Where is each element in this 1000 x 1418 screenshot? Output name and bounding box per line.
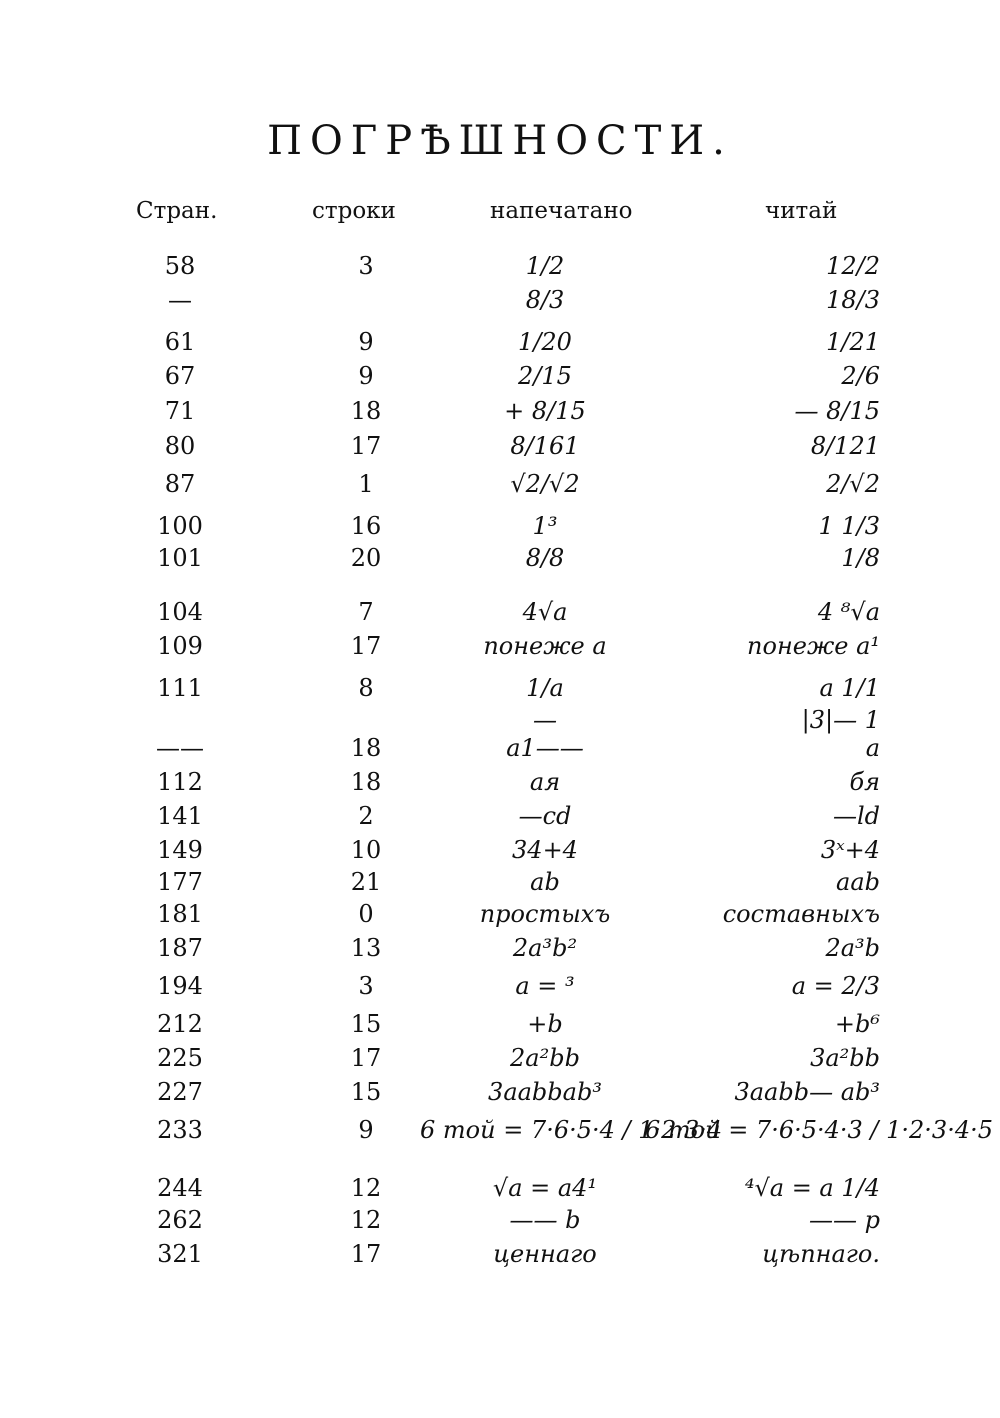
page-number: 104	[157, 598, 203, 626]
printed-text: √2/√2	[510, 470, 580, 498]
corrected-text: понеже a¹	[747, 632, 880, 660]
line-number: 8	[358, 674, 374, 702]
errata-row	[0, 360, 1000, 392]
errata-row	[0, 1042, 1000, 1074]
errata-row	[0, 898, 1000, 930]
printed-text: 2/15	[518, 362, 572, 390]
corrected-text: —ld	[832, 802, 880, 830]
page-number: 149	[157, 836, 203, 864]
corrected-text: цѣпнаго.	[762, 1240, 880, 1268]
header-page: Стран.	[136, 198, 218, 224]
corrected-text: 8/121	[810, 432, 880, 460]
corrected-text: 12/2	[826, 252, 880, 280]
printed-text: 1³	[532, 512, 558, 540]
printed-text: √a = a4¹	[492, 1174, 598, 1202]
printed-text: —— b	[509, 1206, 581, 1234]
printed-text: ценнаго	[493, 1240, 597, 1268]
errata-row	[0, 430, 1000, 462]
errata-row	[0, 1172, 1000, 1204]
corrected-text: 3a²bb	[810, 1044, 880, 1072]
page-title: ПОГРѢШНОСТИ.	[267, 118, 733, 164]
errata-row	[0, 1204, 1000, 1236]
errata-row	[0, 1076, 1000, 1108]
corrected-text: составныхъ	[722, 900, 880, 928]
line-number: 3	[358, 972, 374, 1000]
line-number: 12	[350, 1206, 382, 1234]
page-number: 141	[157, 802, 203, 830]
printed-text: a1——	[506, 734, 584, 762]
page-number: 225	[157, 1044, 203, 1072]
page-number: 187	[157, 934, 203, 962]
page-number: 109	[157, 632, 203, 660]
line-number: 7	[358, 598, 374, 626]
corrected-text: 2/√2	[826, 470, 880, 498]
line-number: 18	[350, 768, 382, 796]
corrected-text: бя	[849, 768, 880, 796]
errata-row	[0, 732, 1000, 764]
page-number: 71	[164, 397, 196, 425]
line-number: 2	[358, 802, 374, 830]
errata-row	[0, 800, 1000, 832]
printed-text: 2a³b²	[512, 934, 578, 962]
line-number: 12	[350, 1174, 382, 1202]
line-number: 18	[350, 397, 382, 425]
page-number: 212	[157, 1010, 203, 1038]
line-number: 20	[350, 544, 382, 572]
corrected-text: —— p	[809, 1206, 880, 1234]
printed-text: +b	[527, 1010, 563, 1038]
corrected-text: 3aabb— ab³	[734, 1078, 880, 1106]
printed-text: 1/2	[525, 252, 565, 280]
page-number: 262	[157, 1206, 203, 1234]
errata-row	[0, 326, 1000, 358]
line-number: 15	[350, 1010, 382, 1038]
errata-row	[0, 468, 1000, 500]
page-number: 80	[164, 432, 196, 460]
printed-text: 4√a	[522, 598, 568, 626]
page-number: 87	[164, 470, 196, 498]
errata-row	[0, 596, 1000, 628]
errata-row	[0, 250, 1000, 282]
corrected-text: 3ˣ+4	[820, 836, 880, 864]
printed-text: 6 той = 7·6·5·4 / 1·2·3·4	[420, 1116, 723, 1144]
line-number: 10	[350, 836, 382, 864]
line-number: 9	[358, 362, 374, 390]
line-number: 17	[350, 1240, 382, 1268]
line-number: 15	[350, 1078, 382, 1106]
printed-text: + 8/15	[504, 397, 586, 425]
line-number: 17	[350, 432, 382, 460]
line-number: 17	[350, 1044, 382, 1072]
line-number: 9	[358, 328, 374, 356]
page-number: 111	[157, 674, 203, 702]
corrected-text: — 8/15	[794, 397, 880, 425]
page-number: 321	[157, 1240, 203, 1268]
line-number: 0	[358, 900, 374, 928]
errata-row	[0, 1114, 1000, 1146]
printed-text: 8/8	[525, 544, 565, 572]
corrected-text: 18/3	[826, 286, 880, 314]
line-number: 17	[350, 632, 382, 660]
page-number: —	[168, 286, 192, 314]
header-line: строки	[312, 198, 396, 224]
printed-text: 1/20	[518, 328, 572, 356]
errata-row	[0, 395, 1000, 427]
printed-text: 8/3	[525, 286, 565, 314]
corrected-text: 4 ⁸√a	[817, 598, 880, 626]
line-number: 9	[358, 1116, 374, 1144]
corrected-text: |3|— 1	[801, 706, 880, 734]
printed-text: 34+4	[512, 836, 578, 864]
printed-text: 2a²bb	[510, 1044, 580, 1072]
page-number: 227	[157, 1078, 203, 1106]
line-number: 16	[350, 512, 382, 540]
errata-row	[0, 1238, 1000, 1270]
corrected-text: ⁴√a = a 1/4	[744, 1174, 880, 1202]
corrected-text: a	[865, 734, 880, 762]
errata-row	[0, 284, 1000, 316]
line-number: 3	[358, 252, 374, 280]
page-number: 112	[157, 768, 203, 796]
errata-row	[0, 766, 1000, 798]
page-number: 61	[164, 328, 196, 356]
printed-text: a = ³	[515, 972, 575, 1000]
printed-text: 1/a	[526, 674, 564, 702]
printed-text: —cd	[518, 802, 572, 830]
page-number: 244	[157, 1174, 203, 1202]
errata-row	[0, 510, 1000, 542]
corrected-text: 1 1/3	[818, 512, 880, 540]
errata-row	[0, 1008, 1000, 1040]
errata-row	[0, 970, 1000, 1002]
corrected-text: a = 2/3	[791, 972, 880, 1000]
printed-text: простыхъ	[479, 900, 611, 928]
page-number: 177	[157, 868, 203, 896]
corrected-text: aab	[836, 868, 880, 896]
corrected-text: +b⁶	[834, 1010, 880, 1038]
corrected-text: 1/21	[826, 328, 880, 356]
printed-text: 3aabbab³	[488, 1078, 602, 1106]
corrected-text: a 1/1	[819, 674, 880, 702]
page-number: ——	[156, 734, 204, 762]
corrected-text: 2/6	[841, 362, 880, 390]
page-number: 58	[164, 252, 196, 280]
page-number: 181	[157, 900, 203, 928]
corrected-text: 1/8	[841, 544, 880, 572]
line-number: 18	[350, 734, 382, 762]
printed-text: ab	[530, 868, 560, 896]
errata-row	[0, 932, 1000, 964]
errata-row	[0, 630, 1000, 662]
header-printed: напечатано	[490, 198, 633, 224]
page-number: 101	[157, 544, 203, 572]
page-number: 194	[157, 972, 203, 1000]
errata-row	[0, 672, 1000, 704]
line-number: 21	[350, 868, 382, 896]
printed-text: понеже a	[483, 632, 607, 660]
errata-row	[0, 542, 1000, 574]
printed-text: aя	[529, 768, 561, 796]
line-number: 13	[350, 934, 382, 962]
header-read: читай	[765, 198, 838, 224]
page-number: 67	[164, 362, 196, 390]
line-number: 1	[358, 470, 374, 498]
page-number: 233	[157, 1116, 203, 1144]
errata-row	[0, 866, 1000, 898]
printed-text: 8/161	[510, 432, 580, 460]
page-number: 100	[157, 512, 203, 540]
printed-text: —	[533, 706, 557, 734]
errata-row	[0, 834, 1000, 866]
corrected-text: 2a³b	[825, 934, 880, 962]
corrected-text: 6 той = 7·6·5·4·3 / 1·2·3·4·5	[645, 1116, 993, 1144]
